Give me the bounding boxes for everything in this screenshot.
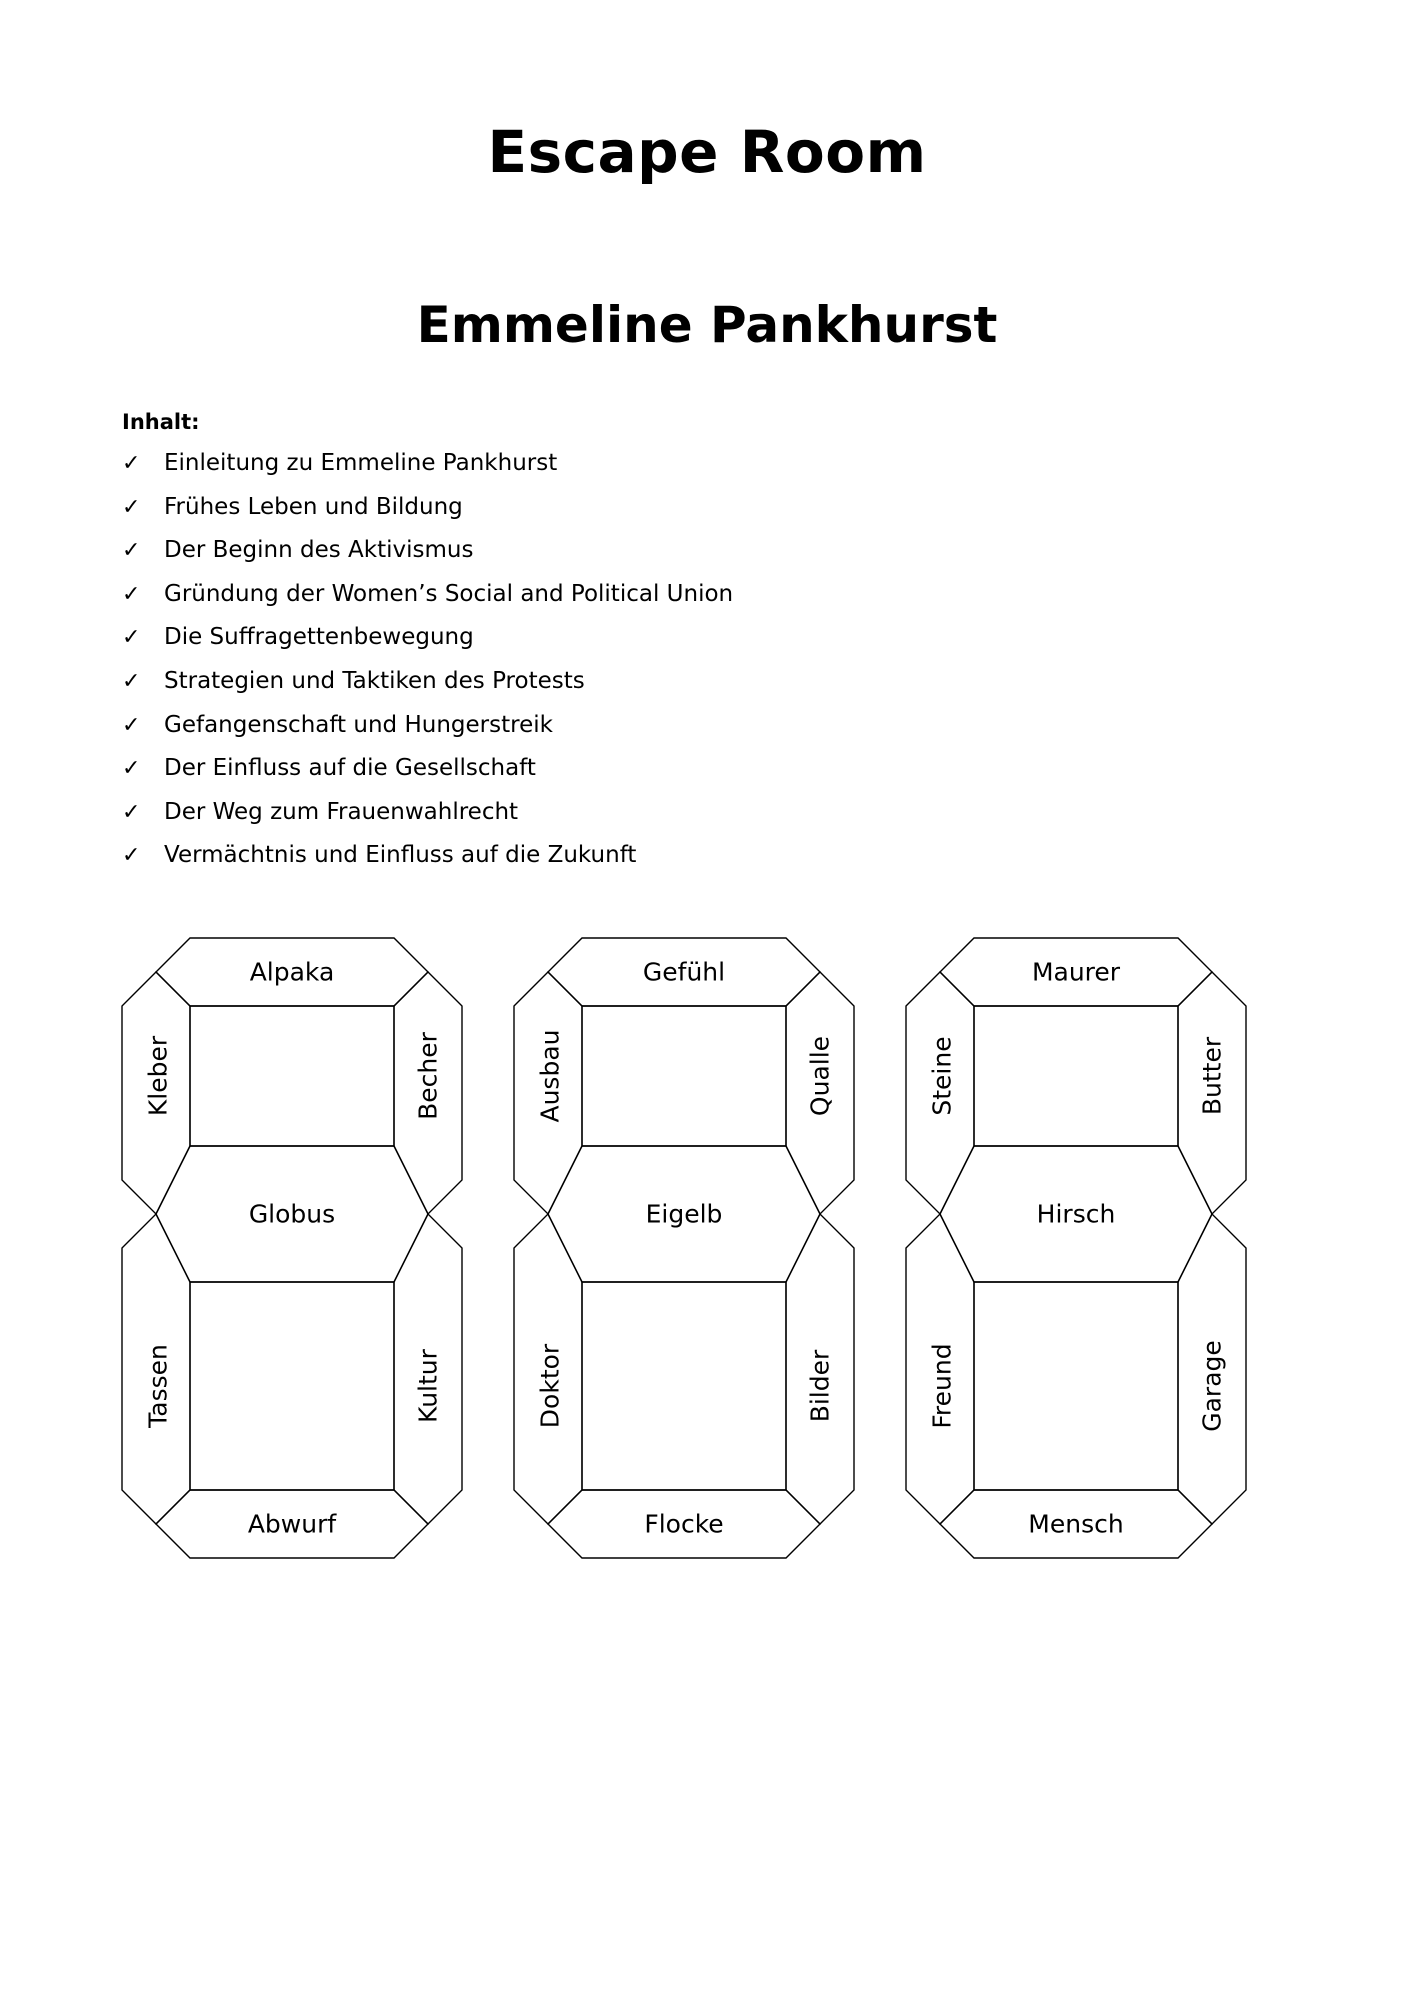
segment-lower-right-label: Bilder (805, 1349, 835, 1423)
toc-item-label: Der Beginn des Aktivismus (164, 537, 474, 564)
checkmark-icon: ✓ (122, 756, 141, 782)
lower-inner-square (582, 1282, 786, 1490)
segment-lower-left-label: Doktor (535, 1343, 565, 1429)
segment-lower-right-label: Kultur (413, 1349, 443, 1423)
toc-item-label: Frühes Leben und Bildung (164, 493, 463, 520)
toc-item-label: Strategien und Taktiken des Protests (164, 667, 585, 694)
segment-upper-right-label: Butter (1197, 1036, 1227, 1116)
toc-item-label: Vermächtnis und Einfluss auf die Zukunft (164, 842, 637, 869)
checkmark-icon: ✓ (122, 625, 141, 651)
segment-top-label: Gefühl (642, 957, 726, 987)
segment-lower-left-label: Freund (927, 1343, 957, 1429)
toc-item-label: Einleitung zu Emmeline Pankhurst (164, 450, 558, 476)
upper-inner-square (190, 1006, 394, 1146)
checkmark-icon: ✓ (122, 581, 141, 607)
segment-top-label: Maurer (1031, 957, 1121, 987)
upper-inner-square (974, 1006, 1178, 1146)
segment-upper-right-label: Becher (413, 1032, 443, 1120)
segment-lower-left-label: Tassen (143, 1344, 173, 1428)
segment-lower-right-label: Garage (1197, 1340, 1227, 1432)
segment-middle-label: Hirsch (1036, 1199, 1116, 1229)
segment-bottom-label: Abwurf (247, 1509, 337, 1539)
segment-upper-left-label: Ausbau (535, 1029, 565, 1123)
toc-item-label: Der Einfluss auf die Gesellschaft (164, 755, 536, 782)
checkmark-icon: ✓ (122, 843, 141, 869)
toc-item-label: Der Weg zum Frauenwahlrecht (164, 798, 519, 825)
segment-upper-left-label: Kleber (143, 1035, 173, 1117)
toc-heading: Inhalt: (122, 410, 200, 434)
checkmark-icon: ✓ (122, 712, 141, 738)
digit-1 (122, 938, 462, 1558)
digit-3 (906, 938, 1246, 1558)
toc-item-label: Gefangenschaft und Hungerstreik (164, 711, 553, 738)
segment-top-label: Alpaka (249, 957, 335, 987)
segment-bottom-label: Flocke (644, 1509, 724, 1539)
toc-item-label: Die Suffragettenbewegung (164, 624, 474, 651)
checkmark-icon: ✓ (122, 494, 141, 520)
document-title: Escape Room (487, 118, 927, 186)
upper-inner-square (582, 1006, 786, 1146)
toc-item-label: Gründung der Women’s Social and Political Union (164, 580, 734, 607)
document-subtitle: Emmeline Pankhurst (416, 296, 998, 354)
lower-inner-square (974, 1282, 1178, 1490)
segment-bottom-label: Mensch (1028, 1509, 1124, 1539)
checkmark-icon: ✓ (122, 451, 141, 476)
lower-inner-square (190, 1282, 394, 1490)
segment-upper-right-label: Qualle (805, 1035, 835, 1117)
checkmark-icon: ✓ (122, 668, 141, 694)
segment-upper-left-label: Steine (927, 1036, 957, 1116)
segment-middle-label: Eigelb (645, 1199, 723, 1229)
checkmark-icon: ✓ (122, 538, 141, 564)
checkmark-icon: ✓ (122, 799, 141, 825)
segment-middle-label: Globus (248, 1199, 336, 1229)
digit-2 (514, 938, 854, 1558)
